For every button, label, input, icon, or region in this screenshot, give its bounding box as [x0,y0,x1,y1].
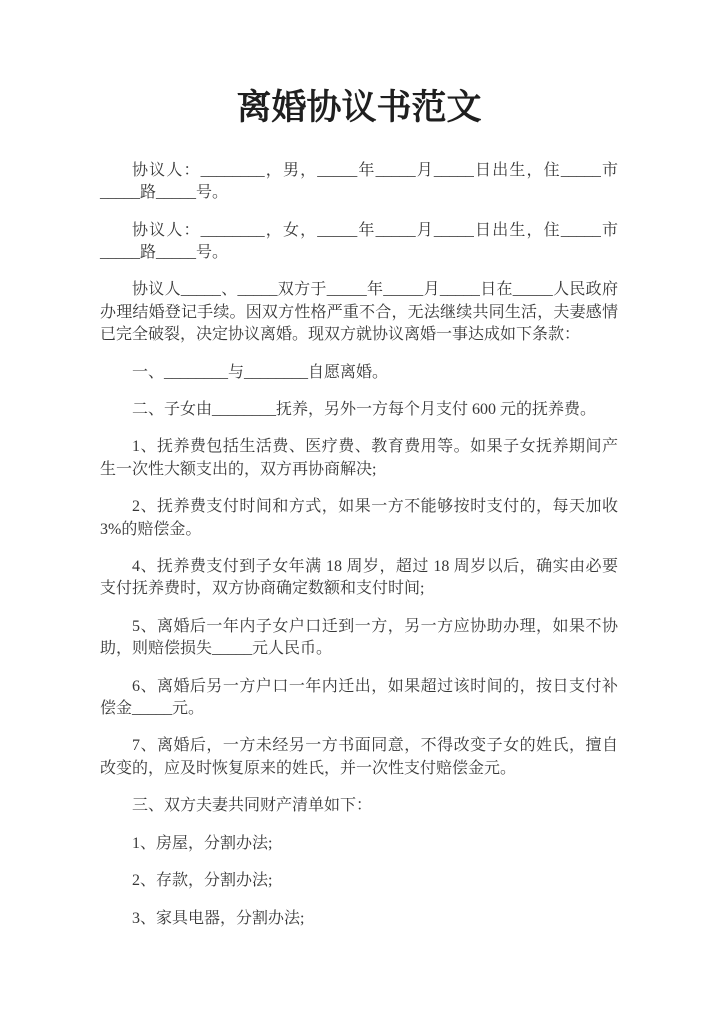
clause-2-item-6-hukou-moveout: 6、离婚后另一方户口一年内迁出，如果超过该时间的，按日支付补偿金_____元。 [100,677,618,718]
clause-2-child-custody: 二、子女由________抚养，另外一方每个月支付 600 元的抚养费。 [132,401,597,418]
clause-1-voluntary-divorce: 一、________与________自愿离婚。 [132,363,389,381]
document-title: 离婚协议书范文 [236,88,482,127]
property-item-2-deposits: 2、存款，分割办法; [132,872,273,890]
paragraph-party-a: 协议人：________，男，_____年_____月_____日出生，住_____市_____路_____号。 [100,161,618,202]
clause-2-item-1-support-scope: 1、抚养费包括生活费、医疗费、教育费用等。如果子女抚养期间产生一次性大额支出的，双方再协商解决; [100,438,618,478]
clause-2-item-5-hukou-transfer: 5、离婚后一年内子女户口迁到一方，另一方应协助办理，如果不协助，则赔偿损失_____元人民币。 [100,617,618,658]
clause-2-item-4-age-limit: 4、抚养费支付到子女年满 18 周岁，超过 18 周岁以后，确实由必要支付抚养费时，双方协商确定数额和支付时间; [100,558,618,598]
property-item-3-furniture-appliances: 3、家具电器，分割办法; [132,909,305,927]
clause-2-item-2-payment-terms: 2、抚养费支付时间和方式，如果一方不能够按时支付的，每天加收 3%的赔偿金。 [100,498,618,538]
paragraph-marriage-background: 协议人_____、_____双方于_____年_____月_____日在_____人民政府办理结婚登记手续。因双方性格严重不合，无法继续共同生活，夫妻感情已完全破裂，决定协议离婚。现双方就协议离婚一事达成如下条款： [100,281,618,344]
clause-3-property-list-heading: 三、双方夫妻共同财产清单如下： [132,797,373,815]
property-item-1-house: 1、房屋，分割办法; [132,834,273,852]
clause-2-item-7-surname-change: 7、离婚后，一方未经另一方书面同意，不得改变子女的姓氏，擅自改变的，应及时恢复原来的姓氏，并一次性支付赔偿金元。 [100,737,618,777]
paragraph-party-b: 协议人：________，女，_____年_____月_____日出生，住_____市_____路_____号。 [100,221,618,261]
